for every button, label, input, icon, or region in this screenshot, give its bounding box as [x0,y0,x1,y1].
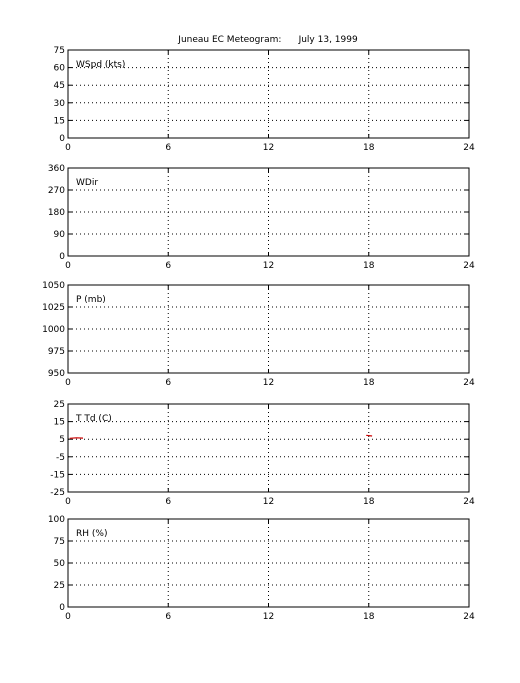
y-tick-label: 45 [53,81,65,92]
x-tick-label: 18 [363,261,375,271]
meteogram-panel [48,164,475,271]
y-tick-label: 30 [53,98,65,109]
y-tick-label: 100 [47,515,65,525]
y-tick-label: -25 [50,488,65,498]
panel-label: P (mb) [76,295,106,305]
y-tick-label: 0 [59,603,65,613]
x-tick-label: 24 [463,261,475,271]
y-tick-label: 975 [47,347,65,357]
y-tick-label: 1000 [42,325,65,335]
x-tick-label: 24 [463,143,475,153]
series-line [70,438,83,439]
y-tick-label: 75 [53,537,65,547]
x-tick-label: 24 [463,378,475,388]
y-tick-label: 5 [59,435,65,446]
panel-label: WSpd (kts) [76,60,126,70]
panel-label: RH (%) [76,529,108,539]
x-tick-label: 18 [363,378,375,388]
x-tick-label: 12 [262,612,275,622]
panel-label: T Td (C) [76,414,112,424]
y-tick-label: 60 [53,63,65,74]
series-line [366,435,372,436]
x-tick-label: 0 [65,497,71,507]
meteogram-panel [50,400,475,507]
y-tick-label: 0 [59,252,65,262]
x-tick-label: 6 [165,261,172,271]
y-tick-label: 25 [53,400,65,410]
y-tick-label: 75 [53,46,65,56]
y-tick-label: 0 [59,134,65,144]
y-tick-label: 950 [47,369,65,379]
y-tick-label: 270 [47,186,65,196]
y-tick-label: 25 [53,581,65,591]
meteogram-panel [42,281,475,388]
y-tick-label: 15 [53,417,65,428]
meteogram-panel [54,46,475,153]
x-tick-label: 0 [65,612,71,622]
y-tick-label: -5 [56,452,65,463]
meteogram-panel [48,515,475,622]
x-tick-label: 0 [65,261,71,271]
x-tick-label: 12 [262,378,275,388]
x-tick-label: 24 [463,497,475,507]
y-tick-label: 180 [47,208,65,218]
x-tick-label: 12 [262,143,275,153]
x-tick-label: 6 [165,497,172,507]
x-tick-label: 6 [165,612,172,622]
x-tick-label: 18 [363,497,375,507]
y-tick-label: 15 [53,116,65,127]
x-tick-label: 12 [262,261,275,271]
y-tick-label: -15 [50,470,65,481]
x-tick-label: 0 [65,143,71,153]
y-tick-label: 90 [53,230,65,240]
y-tick-label: 1050 [42,281,65,291]
y-tick-label: 50 [53,559,65,569]
x-tick-label: 6 [165,143,172,153]
x-tick-label: 18 [363,143,375,153]
x-tick-label: 18 [363,612,375,622]
panel-label: WDir [76,178,99,188]
y-tick-label: 360 [47,164,65,174]
x-tick-label: 12 [262,497,275,507]
x-tick-label: 6 [165,378,172,388]
figure-title: Juneau EC Meteogram: July 13, 1999 [178,35,358,45]
x-tick-label: 24 [463,612,475,622]
x-tick-label: 0 [65,378,71,388]
y-tick-label: 1025 [42,303,65,313]
